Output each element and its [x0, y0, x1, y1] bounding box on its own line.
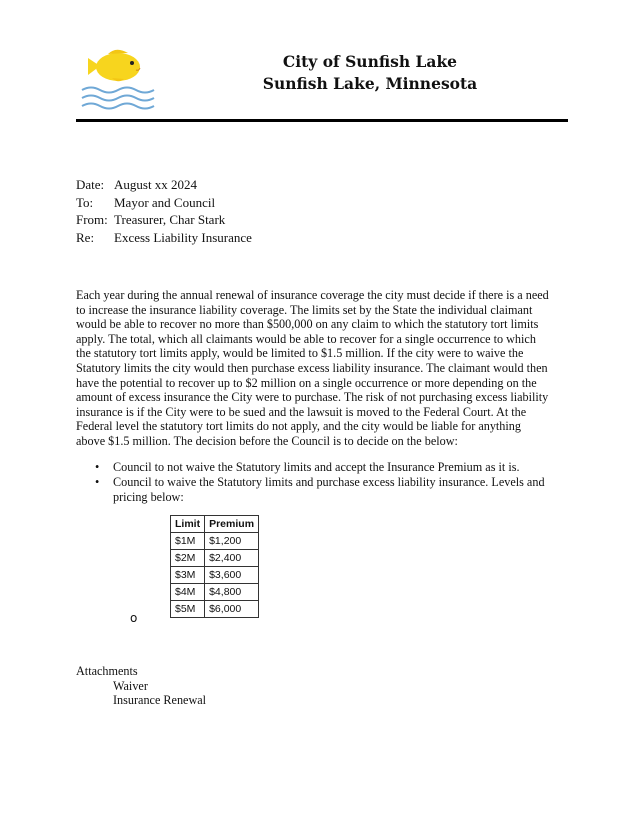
table-row [171, 550, 259, 567]
sunfish-logo [78, 44, 160, 114]
list-item-text: Council to not waive the Statutory limits and accept the Insurance Premium as it is. [113, 460, 520, 474]
premium-cell: $6,000 [205, 601, 259, 618]
memo-row-to [76, 194, 252, 212]
memo-label: Re: [76, 229, 95, 245]
limit-cell: $2M [171, 550, 205, 567]
city-subtitle: Sunfish Lake, Minnesota [262, 74, 478, 93]
premium-cell: $4,800 [205, 584, 259, 601]
limit-cell: $1M [171, 533, 205, 550]
fish-icon [88, 50, 140, 82]
premium-cell: $3,600 [205, 567, 259, 584]
table-row [171, 584, 259, 601]
city-title: City of Sunfish Lake [282, 52, 458, 71]
limit-cell: $3M [171, 567, 205, 584]
memo-label: Date: [76, 177, 105, 192]
attachments-section [76, 664, 206, 708]
premium-cell: $2,400 [205, 550, 259, 567]
list-item-text: Council to waive the Statutory limits and purchase excess liability insurance. Levels and [113, 475, 545, 489]
body-line: insurance is if the City were to be sued and the lawsuit is moved to the Federal Court. At the [76, 404, 527, 419]
waves-icon [82, 88, 154, 109]
bullet-icon: • [95, 475, 100, 489]
bullet-icon: • [95, 460, 100, 474]
table-row [171, 533, 259, 550]
table-header-row [171, 516, 259, 533]
table-row [171, 601, 259, 618]
memo-value: Mayor and Council [114, 194, 216, 210]
memo-row-re [76, 229, 252, 247]
attachments-heading: Attachments [76, 664, 138, 678]
sub-bullet-icon: o [130, 611, 138, 625]
body-line: the statutory tort limits apply, would be limited to $1.5 million. If the city were to waive the [76, 346, 524, 361]
attachment-item: Insurance Renewal [113, 693, 207, 708]
body-line: to increase the insurance liability coverage. The limits set by the State the individual claimant [76, 302, 533, 317]
body-line: Federal level the statutory tort limits do not apply, and the city would be liable for anything [76, 419, 521, 434]
memo-value: August xx 2024 [114, 177, 198, 192]
body-line: amount of excess insurance the City were to purchase. The risk of not purchasing excess liability [76, 390, 549, 405]
body-line: Each year during the annual renewal of insurance coverage the city must decide if there is a need [76, 288, 549, 302]
table-row [171, 567, 259, 584]
body-line: above $1.5 million. The decision before the Council is to decide on the below: [76, 433, 458, 448]
column-header-premium: Premium [205, 516, 259, 533]
header-divider [76, 119, 568, 122]
pricing-table [170, 515, 259, 618]
limit-cell: $5M [171, 601, 205, 618]
list-item [76, 475, 570, 505]
attachment-item: Waiver [113, 678, 148, 693]
memo-label: To: [76, 194, 94, 210]
options-list [76, 460, 570, 505]
limit-cell: $4M [171, 584, 205, 601]
premium-cell: $1,200 [205, 533, 259, 550]
list-item-text: pricing below: [113, 490, 184, 504]
body-paragraph [76, 288, 570, 449]
memo-label: From: [76, 212, 108, 227]
body-line: would be able to recover no more than $500,000 on any claim to which the statutory tort limits [76, 317, 539, 332]
body-line: apply. The total, which all claimants would be able to recover for a single occurrence to which [76, 331, 536, 346]
body-line: Statutory limits the city would then purchase excess liability insurance. The claimant would then [76, 360, 548, 375]
memo-row-date [76, 176, 252, 194]
list-item [76, 460, 570, 475]
memo-value: Excess Liability Insurance [114, 229, 252, 245]
memo-value: Treasurer, Char Stark [114, 212, 226, 227]
column-header-limit: Limit [171, 516, 205, 533]
memo-row-from [76, 211, 252, 229]
body-line: have the potential to recover up to $2 million on a single occurrence or more depending on the [76, 375, 537, 390]
memo-header [76, 176, 252, 246]
